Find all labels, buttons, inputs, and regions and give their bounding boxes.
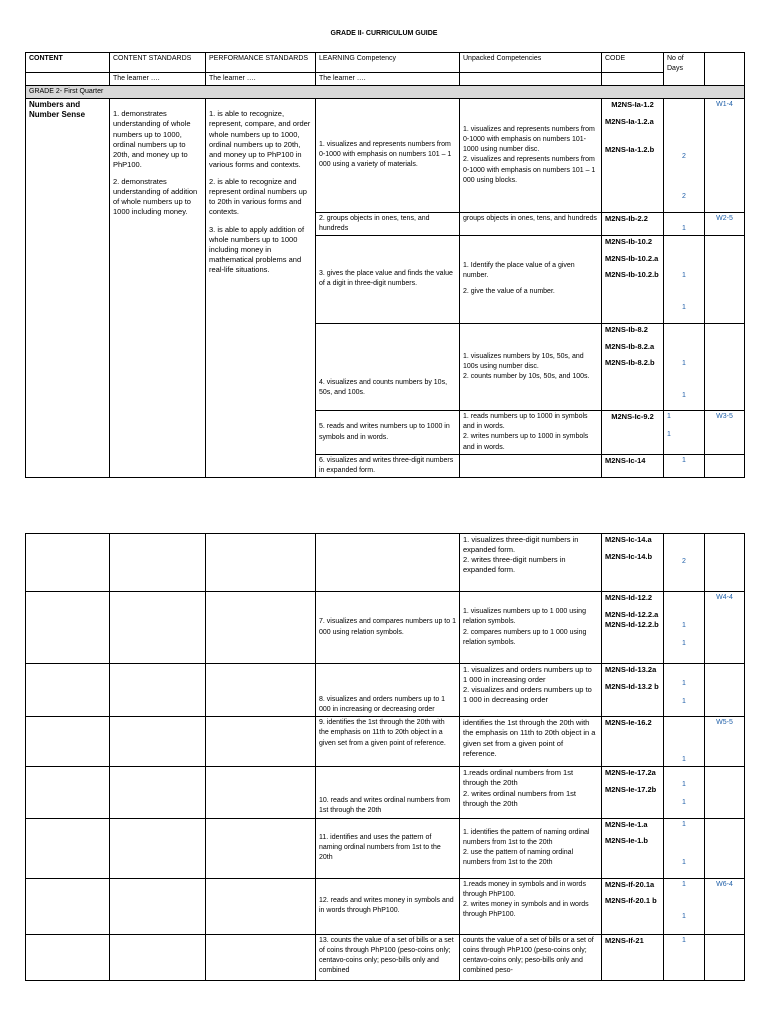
unpacked-cell	[460, 235, 602, 323]
unpacked-item: 2. writes numbers up to 1000 in symbols and in words.	[463, 433, 589, 451]
performance-standard-item: 2. is able to recognize and represent ordinal numbers up to 20th in various forms and contexts.	[209, 177, 307, 217]
code-item: M2NS-Ie-1.b	[605, 836, 648, 846]
unpacked-item: 2. writes three-digit numbers in expanded form.	[463, 555, 566, 575]
curriculum-table-page1	[25, 52, 745, 478]
days-value: 1	[664, 212, 705, 235]
days-value: 1	[682, 303, 686, 311]
days-value: 2	[682, 193, 686, 201]
week-label	[705, 235, 745, 323]
days-cell	[664, 411, 705, 455]
unpacked-cell	[460, 534, 602, 592]
week-label: W2-5	[705, 212, 745, 235]
unpacked-item: counts the value of a set of bills or a set of coins through PhP100 (peso-coins only; centavo-coins only; peso-bills only and combined peso-	[460, 934, 602, 980]
learning-competency: 4. visualizes and counts numbers by 10s, 50s, and 100s.	[316, 323, 460, 410]
curriculum-table-page2	[25, 533, 745, 981]
code-item: M2NS-Ib-10.2	[605, 236, 653, 246]
days-value: 1	[667, 431, 671, 439]
code-item: M2NS-Ia-1.2.a	[605, 117, 654, 127]
unpacked-cell	[460, 592, 602, 664]
unpacked-item: identifies the 1st through the 20th with the emphasis on 11th to 20th object in a given set from a given point of reference.	[460, 717, 602, 767]
week-label: W5-5	[705, 717, 745, 767]
days-value: 1	[667, 413, 671, 421]
unpacked-item: 2. give the value of a number.	[463, 288, 555, 296]
learning-competency: 8. visualizes and orders numbers up to 1 000 in increasing or decreasing order	[316, 664, 460, 717]
days-value: 2	[682, 153, 686, 161]
code-cell	[602, 235, 664, 323]
learning-competency: 1. visualizes and represents numbers from 0-1000 with emphasis on numbers 101 – 1 000 using a variety of materials.	[316, 99, 460, 212]
unpacked-item: 2. compares numbers up to 1 000 using relation symbols.	[463, 628, 587, 646]
performance-standards-cell	[206, 99, 316, 478]
unpacked-item: 2. counts number by 10s, 50s, and 100s.	[463, 373, 590, 381]
unpacked-cell	[460, 411, 602, 455]
standards-blank	[110, 534, 206, 592]
unpacked-cell	[460, 878, 602, 934]
learning-competency: 13. counts the value of a set of bills or a set of coins through PhP100 (peso-coins only; centavo-coins only; peso-bills only and combined	[316, 934, 460, 980]
learning-competency: 6. visualizes and writes three-digit numbers in expanded form.	[316, 455, 460, 478]
code-item: M2NS-Id-12.2.b	[605, 619, 659, 629]
days-value: 1	[682, 359, 686, 367]
days-value: 2	[664, 534, 705, 592]
header-blank	[26, 73, 110, 86]
days-value: 1	[664, 934, 705, 980]
unpacked-item: 1.reads money in symbols and in words through PhP100.	[463, 880, 586, 898]
unpacked-cell	[460, 767, 602, 818]
code-item: M2NS-Ie-17.2a	[605, 768, 656, 778]
week-label	[705, 455, 745, 478]
learning-competency: 5. reads and writes numbers up to 1000 in symbols and in words.	[316, 411, 460, 455]
header-learner: The learner ….	[110, 73, 206, 86]
performance-standard-item: 3. is able to apply addition of whole numbers up to 1000 including money in mathematical problems and real-life situations.	[209, 224, 305, 275]
days-value: 1	[682, 271, 686, 279]
days-value: 1	[682, 880, 686, 888]
days-value: 1	[682, 912, 686, 920]
days-value: 1	[682, 820, 686, 828]
week-label	[705, 323, 745, 410]
performance-blank	[206, 534, 316, 592]
days-value: 1	[682, 680, 686, 687]
unpacked-item: 1. identifies the pattern of naming ordinal numbers from 1st to the 20th	[463, 828, 590, 846]
performance-standard-item: 1. is able to recognize, represent, compare, and order whole numbers up to 1000, ordinal numbers up to 20th, and money up to PhP100 in various forms and contexts.	[209, 109, 311, 169]
code-cell	[602, 664, 664, 717]
header-content: CONTENT	[26, 53, 110, 73]
days-cell	[664, 878, 705, 934]
days-value: 1	[682, 640, 686, 648]
learning-competency: 7. visualizes and compares numbers up to 1 000 using relation symbols.	[316, 592, 460, 664]
code-item: M2NS-Id-12.2.a	[605, 609, 659, 619]
code-item: M2NS-Id-13.2a	[605, 665, 657, 674]
unpacked-item: 2. use the pattern of naming ordinal numbers from 1st to the 20th	[463, 849, 574, 867]
document-title: GRADE II- CURRICULUM GUIDE	[330, 30, 438, 37]
code-cell	[602, 767, 664, 818]
unpacked-item: 2. visualizes and orders numbers up to 1 000 in decreasing order	[463, 685, 592, 705]
days-value: 1	[682, 391, 686, 399]
code-cell	[602, 534, 664, 592]
unpacked-cell	[460, 664, 602, 717]
code-cell	[602, 592, 664, 664]
days-value: 1	[682, 622, 686, 629]
unpacked-item: 1. Identify the place value of a given number.	[463, 262, 575, 280]
code-cell	[602, 878, 664, 934]
unpacked-item: groups objects in ones, tens, and hundreds	[460, 212, 602, 235]
code-item: M2NS-If-20.1 b	[605, 896, 657, 906]
days-cell	[664, 592, 705, 664]
week-label: W1-4	[705, 99, 745, 212]
code-item: M2NS-Ib-2.2	[602, 212, 664, 235]
unpacked-item: 2. visualizes and represents numbers from 0-1000 with emphasis on numbers 101 – 1 000 using blocks.	[463, 156, 596, 184]
content-standard-item: 1. demonstrates understanding of whole numbers up to 1000, ordinal numbers up to 20th, and money up to PhP100.	[113, 109, 191, 169]
header-performance-standards: PERFORMANCE STANDARDS	[206, 53, 316, 73]
learning-competency: 12. reads and writes money in symbols and in words through PhP100.	[316, 878, 460, 934]
code-item: M2NS-Id-13.2 b	[605, 681, 659, 691]
learning-competency: 10. reads and writes ordinal numbers from 1st through the 20th	[316, 767, 460, 818]
learning-competency	[316, 534, 460, 592]
days-value: 1	[682, 698, 686, 706]
days-cell	[664, 664, 705, 717]
days-cell	[664, 818, 705, 878]
header-days: No of Days	[664, 53, 705, 86]
content-blank	[26, 534, 110, 592]
unpacked-cell	[460, 99, 602, 212]
header-content-standards: CONTENT STANDARDS	[110, 53, 206, 73]
unpacked-item: 1. visualizes numbers by 10s, 50s, and 100s using number disc.	[463, 352, 584, 370]
unpacked-item	[460, 455, 602, 478]
days-cell	[664, 235, 705, 323]
header-code: CODE	[602, 53, 664, 73]
learning-competency: 2. groups objects in ones, tens, and hundreds	[316, 212, 460, 235]
unpacked-item: 1. visualizes and represents numbers from 0-1000 with emphasis on numbers 101-1000 using number disc.	[463, 126, 595, 154]
code-cell	[602, 99, 664, 212]
header-learning-competency: LEARNING Competency	[316, 53, 460, 73]
code-item: M2NS-Ic-9.2	[602, 411, 664, 455]
unpacked-item: 1. visualizes and orders numbers up to 1 000 in increasing order	[463, 665, 592, 685]
code-item: M2NS-Ie-16.2	[602, 717, 664, 767]
week-label: W4-4	[705, 592, 745, 664]
code-item: M2NS-Ia-1.2.b	[605, 144, 655, 154]
content-area: Numbers and Number Sense	[26, 99, 110, 478]
unpacked-item: 1. visualizes three-digit numbers in expanded form.	[463, 535, 579, 555]
content-standard-item: 2. demonstrates understanding of addition of whole numbers up to 1000 including money.	[113, 177, 198, 217]
week-label: W3-5	[705, 411, 745, 455]
header-learner: The learner ….	[316, 73, 460, 86]
unpacked-item: 2. writes ordinal numbers from 1st through the 20th	[463, 788, 576, 808]
code-item: M2NS-Ic-14.a	[605, 535, 652, 544]
code-item: M2NS-Ib-10.2.a	[605, 253, 659, 263]
header-learner: The learner ….	[206, 73, 316, 86]
days-value: 1	[682, 799, 686, 807]
code-item: M2NS-Ie-17.2b	[605, 785, 657, 795]
unpacked-item: 1. reads numbers up to 1000 in symbols and in words.	[463, 413, 588, 431]
code-cell	[602, 323, 664, 410]
code-item: M2NS-Ib-10.2.b	[605, 270, 659, 280]
days-cell	[664, 99, 705, 212]
code-item: M2NS-Ic-14.b	[605, 551, 653, 561]
code-item: M2NS-Id-12.2	[605, 593, 653, 602]
days-value: 1	[664, 455, 705, 478]
content-standards-cell	[110, 99, 206, 478]
unpacked-item: 1. visualizes numbers up to 1 000 using relation symbols.	[463, 608, 586, 626]
header-blank	[602, 73, 664, 86]
week-label	[705, 534, 745, 592]
code-item: M2NS-Ia-1.2	[611, 100, 654, 110]
days-value: 1	[682, 858, 686, 866]
days-value: 1	[682, 781, 686, 789]
learning-competency: 3. gives the place value and finds the value of a digit in three-digit numbers.	[316, 235, 460, 323]
unpacked-cell	[460, 818, 602, 878]
header-blank	[460, 73, 602, 86]
code-item: M2NS-If-21	[602, 934, 664, 980]
code-cell	[602, 818, 664, 878]
days-cell	[664, 767, 705, 818]
header-unpacked: Unpacked Competencies	[460, 53, 602, 73]
header-week	[705, 53, 745, 86]
unpacked-cell	[460, 323, 602, 410]
learning-competency: 11. identifies and uses the pattern of naming ordinal numbers from 1st to the 20th	[316, 818, 460, 878]
code-item: M2NS-Ib-8.2.b	[605, 358, 655, 368]
days-value: 1	[664, 717, 705, 767]
code-item: M2NS-If-20.1a	[605, 879, 655, 889]
week-label: W6-4	[705, 878, 745, 934]
unpacked-item: 2. writes money in symbols and in words through PhP100.	[463, 900, 589, 918]
days-cell	[664, 323, 705, 410]
code-item: M2NS-Ib-8.2	[605, 324, 648, 334]
code-item: M2NS-Ib-8.2.a	[605, 341, 655, 351]
learning-competency: 9. identifies the 1st through the 20th with the emphasis on 11th to 20th object in a given set from a given point of reference.	[316, 717, 460, 767]
unpacked-item: 1.reads ordinal numbers from 1st through the 20th	[463, 768, 574, 788]
quarter-bar: GRADE 2- First Quarter	[26, 86, 745, 99]
code-item: M2NS-Ie-1.a	[605, 819, 648, 829]
code-item: M2NS-Ic-14	[602, 455, 664, 478]
